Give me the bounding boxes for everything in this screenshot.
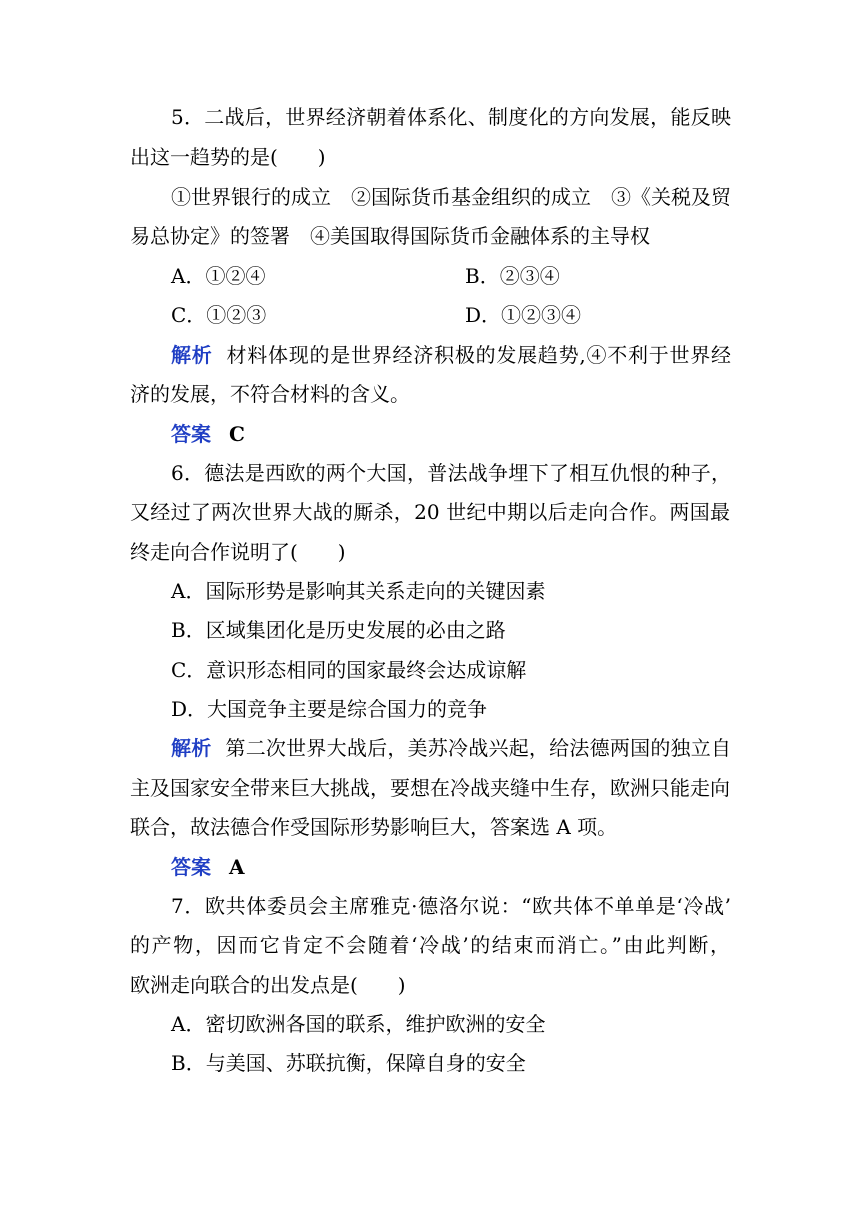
q6-stem-line-1: 6．德法是西欧的两个大国，普法战争埋下了相互仇恨的种子， [171, 461, 731, 485]
q5-stem-line-2: 出这一趋势的是( ) [130, 145, 326, 169]
q5-option-b: B．②③④ [465, 264, 560, 288]
q5-analysis-label: 解析 [171, 343, 213, 367]
q6-analysis-text-1: 第二次世界大战后，美苏冷战兴起，给法德两国的独立自 [225, 736, 732, 760]
q5-stem-line-1: 5．二战后，世界经济朝着体系化、制度化的方向发展，能反映 [171, 105, 731, 129]
q5-answer-label: 答案 [171, 422, 211, 446]
q7-option-a: A．密切欧洲各国的联系，维护欧洲的安全 [171, 1012, 546, 1036]
q5-statements-line-1: ①世界银行的成立 ②国际货币基金组织的成立 ③《关税及贸 [171, 185, 731, 209]
q6-answer-label: 答案 [171, 855, 211, 879]
q5-statements-line-2: 易总协定》的签署 ④美国取得国际货币金融体系的主导权 [130, 224, 650, 248]
q6-analysis-line-1 [171, 735, 731, 761]
q6-answer-value: A [229, 855, 245, 879]
q6-analysis-line-2: 主及国家安全带来巨大挑战，要想在冷战夹缝中生存，欧洲只能走向 [130, 776, 730, 800]
q6-stem-line-3: 终走向合作说明了( ) [130, 540, 346, 564]
q5-analysis-line-1 [171, 342, 731, 368]
q5-answer-value: C [229, 422, 245, 446]
q6-answer [171, 854, 731, 880]
q6-option-c: C．意识形态相同的国家最终会达成谅解 [171, 658, 527, 682]
q6-analysis-label: 解析 [171, 736, 212, 760]
q6-analysis-line-3: 联合，故法德合作受国际形势影响巨大，答案选 A 项。 [130, 815, 618, 839]
q6-stem-line-2: 又经过了两次世界大战的厮杀，20 世纪中期以后走向合作。两国最 [130, 500, 730, 524]
q5-option-c: C．①②③ [171, 303, 267, 327]
q6-option-b: B．区域集团化是历史发展的必由之路 [171, 618, 506, 642]
q5-answer [171, 421, 731, 447]
q7-stem-line-1: 7．欧共体委员会主席雅克·德洛尔说：“欧共体不单单是‘冷战’ [171, 894, 731, 918]
q7-stem-line-3: 欧洲走向联合的出发点是( ) [130, 973, 406, 997]
q7-option-b: B．与美国、苏联抗衡，保障自身的安全 [171, 1051, 526, 1075]
q6-option-d: D．大国竞争主要是综合国力的竞争 [171, 697, 488, 721]
q5-option-a: A．①②④ [171, 264, 266, 288]
q5-analysis-text-1: 材料体现的是世界经济积极的发展趋势,④不利于世界经 [226, 343, 732, 367]
q7-stem-line-2: 的产物，因而它肯定不会随着‘冷战’的结束而消亡。”由此判断， [130, 933, 730, 957]
q6-option-a: A．国际形势是影响其关系走向的关键因素 [171, 579, 546, 603]
q5-option-d: D．①②③④ [465, 303, 582, 327]
q5-analysis-line-2: 济的发展，不符合材料的含义。 [130, 382, 410, 406]
